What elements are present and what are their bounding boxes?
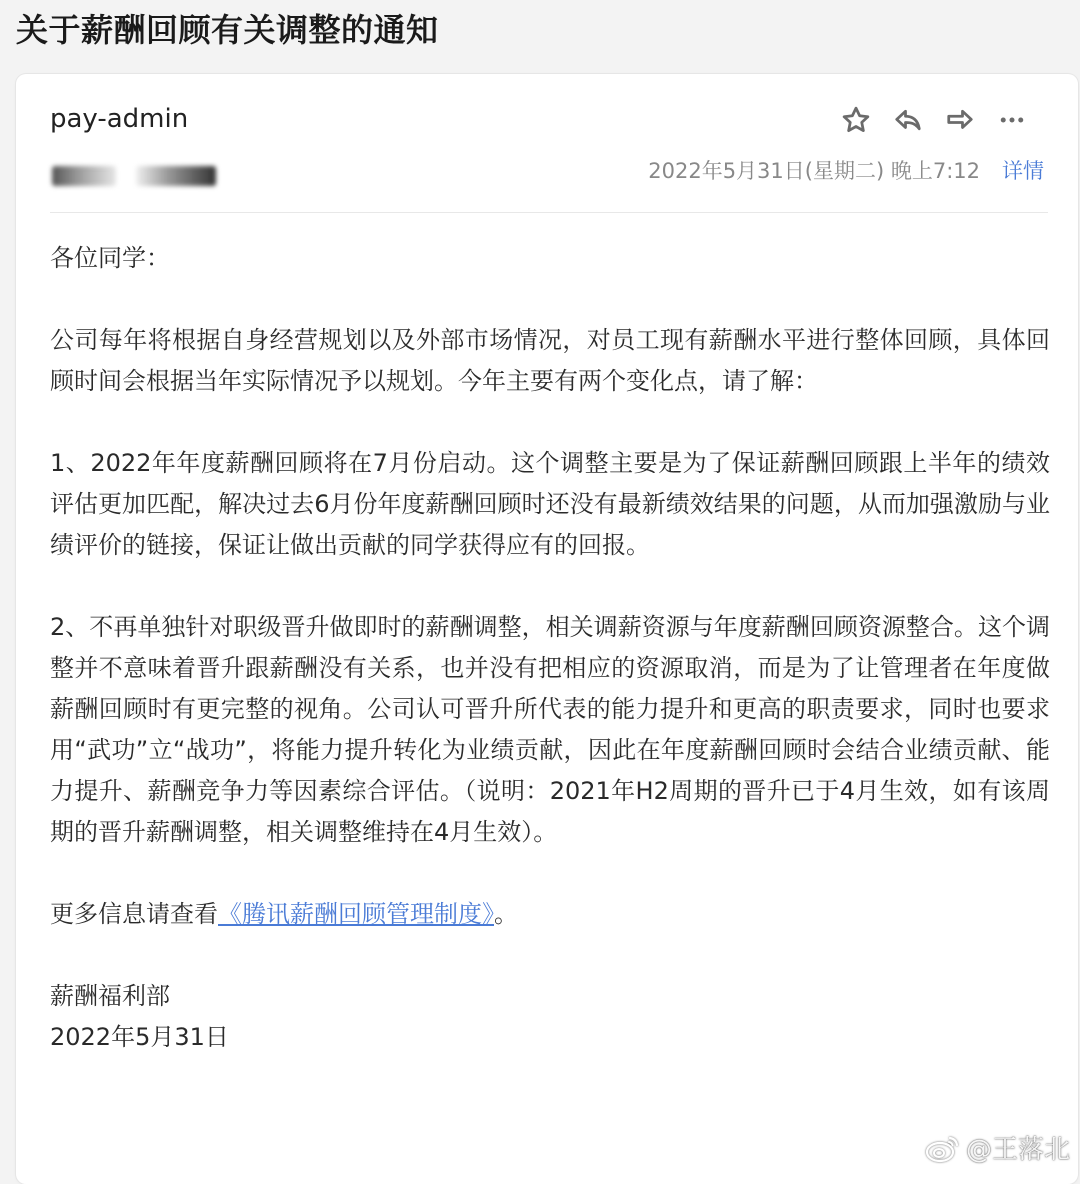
- signature-date: 2022年5月31日: [50, 1023, 229, 1051]
- more-icon: [997, 105, 1027, 135]
- watermark: [924, 1129, 1070, 1166]
- star-button[interactable]: [830, 102, 882, 138]
- more-button[interactable]: [986, 102, 1038, 138]
- email-subject: 关于薪酬回顾有关调整的通知: [16, 11, 439, 49]
- recipients-redacted: [52, 166, 216, 186]
- sender-name[interactable]: pay-admin: [50, 104, 189, 134]
- email-card: [16, 74, 1078, 1184]
- policy-link[interactable]: 《腾讯薪酬回顾管理制度》: [218, 900, 494, 928]
- redacted-recipient: [136, 166, 216, 186]
- email-body: [50, 230, 1050, 1058]
- header-divider: [50, 212, 1048, 213]
- redacted-recipient: [52, 166, 116, 186]
- more-info-prefix: 更多信息请查看: [50, 900, 218, 928]
- email-meta: [648, 156, 1044, 186]
- paragraph-point-1: 1、2022年年度薪酬回顾将在7月份启动。这个调整主要是为了保证薪酬回顾跟上半年的绩效评估更加匹配，解决过去6月份年度薪酬回顾时还没有最新绩效结果的问题，从而加强激励与业绩评价的链接，保证让做出贡献的同学获得应有的回报。: [50, 449, 1050, 559]
- forward-button[interactable]: [934, 102, 986, 138]
- reply-icon: [893, 105, 923, 135]
- watermark-text: @王落北: [965, 1135, 1070, 1165]
- forward-icon: [945, 105, 975, 135]
- signature-department: 薪酬福利部: [50, 982, 170, 1010]
- greeting: 各位同学：: [50, 244, 170, 272]
- email-actions: [830, 102, 1038, 138]
- reply-button[interactable]: [882, 102, 934, 138]
- paragraph-point-2: 2、不再单独针对职级晋升做即时的薪酬调整，相关调薪资源与年度薪酬回顾资源整合。这个调整并不意味着晋升跟薪酬没有关系，也并没有把相应的资源取消，而是为了让管理者在年度做薪酬回顾时有更完整的视角。公司认可晋升所代表的能力提升和更高的职责要求，同时也要求用“武功”立“战功”，将能力提升转化为业绩贡献，因此在年度薪酬回顾时会结合业绩贡献、能力提升、薪酬竞争力等因素综合评估。（说明：2021年H2周期的晋升已于4月生效，如有该周期的晋升薪酬调整，相关调整维持在4月生效）。: [50, 613, 1050, 846]
- star-icon: [841, 105, 871, 135]
- more-info-line: [50, 894, 1050, 935]
- email-date: 2022年5月31日(星期二) 晚上7:12: [648, 159, 980, 183]
- details-link[interactable]: 详情: [1002, 159, 1044, 183]
- weibo-icon: [924, 1133, 960, 1163]
- more-info-suffix: 。: [494, 900, 518, 928]
- paragraph-intro: 公司每年将根据自身经营规划以及外部市场情况，对员工现有薪酬水平进行整体回顾，具体回顾时间会根据当年实际情况予以规划。今年主要有两个变化点，请了解：: [50, 326, 1050, 395]
